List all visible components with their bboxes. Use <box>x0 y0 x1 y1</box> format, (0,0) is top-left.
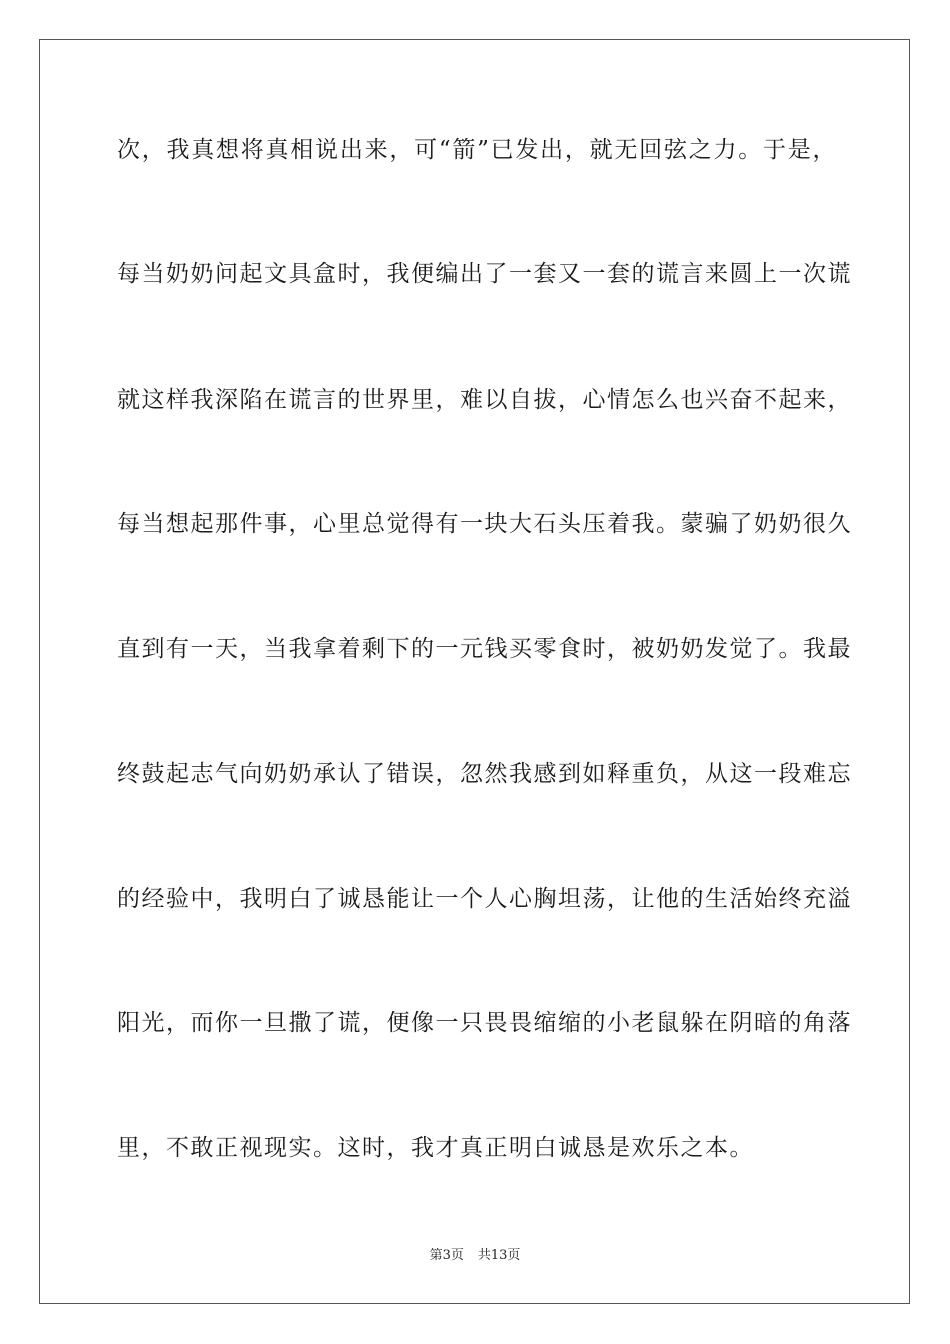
text-line: 里，不敢正视现实。这时，我才真正明白诚恳是欢乐之本。 <box>117 1135 754 1161</box>
text-line: 每当奶奶问起文具盒时，我便编出了一套又一套的谎言来圆上一次谎 <box>117 261 852 287</box>
page-footer <box>0 1247 950 1265</box>
page-number: 第3页 <box>429 1248 464 1263</box>
page-total: 共13页 <box>477 1248 521 1263</box>
page-border <box>39 39 910 1304</box>
text-line: 的经验中，我明白了诚恳能让一个人心胸坦荡，让他的生活始终充溢 <box>117 886 852 912</box>
text-line: 直到有一天，当我拿着剩下的一元钱买零食时，被奶奶发觉了。我最 <box>117 636 852 662</box>
text-line: 就这样我深陷在谎言的世界里，难以自拔，心情怎么也兴奋不起来， <box>117 387 852 413</box>
text-line: 阳光，而你一旦撒了谎，便像一只畏畏缩缩的小老鼠躲在阴暗的角落 <box>117 1010 852 1036</box>
text-line: 次，我真想将真相说出来，可“箭”已发出，就无回弦之力。于是， <box>117 137 837 163</box>
text-line: 终鼓起志气向奶奶承认了错误，忽然我感到如释重负，从这一段难忘 <box>117 761 852 787</box>
text-line: 每当想起那件事，心里总觉得有一块大石头压着我。蒙骗了奶奶很久 <box>117 511 852 537</box>
